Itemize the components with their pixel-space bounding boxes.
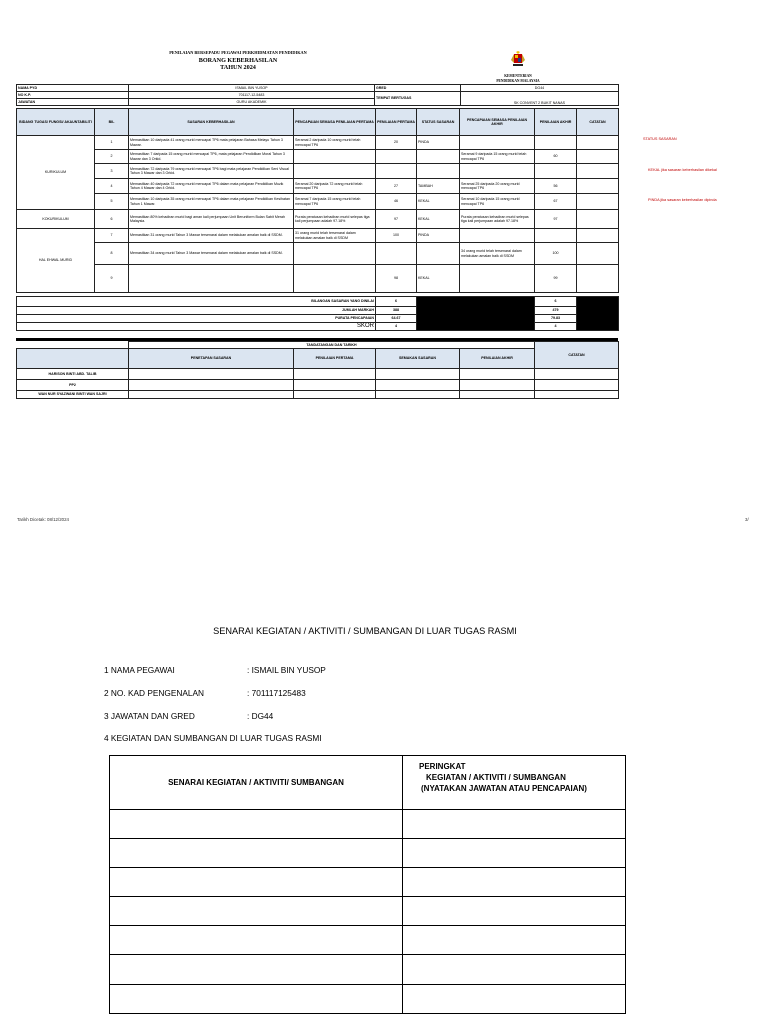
row-catatan [577, 150, 619, 164]
row-sasaran: Memastikan 10 daripada 41 orang murid mencapai TP6 mata pelajaran Bahasa Melayu Tahun 3 Mawar. [129, 136, 294, 150]
activity-row [110, 810, 626, 839]
area-kurikulum: KURIKULUM [17, 136, 95, 210]
row-penilaian-pertama [376, 150, 417, 164]
row-catatan [577, 194, 619, 210]
row-penilaian-pertama: 20 [376, 136, 417, 150]
row-pencapaian-akhir [460, 229, 535, 243]
activity-cell[interactable] [110, 926, 403, 955]
col-catatan: CATATAN [577, 109, 619, 136]
page-number: 3/ [745, 517, 749, 522]
row-penilaian-akhir: 99 [535, 265, 577, 293]
coat-of-arms-icon [507, 51, 529, 69]
row-status: PINDA [417, 229, 460, 243]
col-status: STATUS SASARAN [417, 109, 460, 136]
row-bil: 6 [95, 210, 129, 229]
row-penilaian-akhir [535, 229, 577, 243]
row-bil: 1 [95, 136, 129, 150]
activity-col-senarai: SENARAI KEGIATAN / AKTIVITI/ SUMBANGAN [110, 756, 403, 810]
row-status: TAMBAH [417, 179, 460, 194]
jawatan-value: GURU AKADEMIK [129, 99, 375, 106]
row-sasaran: Memastikan 72 daripada 79 orang murid mencapai TP6 bagi mata pelajaran Pendidikan Seni Visual Tahun 3 Mawar dan 3 Orkid. [129, 164, 294, 179]
row-pencapaian-pertama [294, 265, 376, 293]
row-penilaian-akhir: 56 [535, 179, 577, 194]
peringkat-cell[interactable] [403, 839, 626, 868]
row-bil: 2 [95, 150, 129, 164]
purata-akhir: 79.83 [535, 315, 577, 323]
activity-cell[interactable] [110, 897, 403, 926]
activity-row [110, 839, 626, 868]
peringkat-line2: KEGIATAN / AKTIVITI / SUMBANGAN [426, 773, 566, 782]
row-sasaran: Memastikan 10 daripada 35 orang murid mencapai TP6 dalam mata pelajaran Pendidikan Kesihatan Tahun 1 Mawar. [129, 194, 294, 210]
col-sasaran: SASARAN KEBERHASILAN [129, 109, 294, 136]
field-label: 2 NO. KAD PENGENALAN [104, 688, 205, 698]
row-pencapaian-akhir [460, 265, 535, 293]
row-status: KEKAL [417, 194, 460, 210]
row-pencapaian-pertama [294, 164, 376, 179]
sig-col-penilaian-akhir: PENILAIAN AKHIR [460, 349, 535, 369]
activity-row [110, 955, 626, 984]
row-penilaian-akhir: 60 [535, 150, 577, 164]
row-pencapaian-pertama: Seramai 7 daripada 15 orang murid telah mencapai TP6 [294, 194, 376, 210]
sig-col-semakan: SEMAKAN SASARAN [376, 349, 460, 369]
signatory-name: HARISON BINTI ABD. TALIB [17, 369, 129, 380]
row-bil: 7 [95, 229, 129, 243]
signature-row [17, 391, 619, 399]
field-value: : 701117125483 [247, 688, 306, 698]
row-status: PINDA [417, 136, 460, 150]
row-catatan [577, 164, 619, 179]
row-catatan [577, 243, 619, 265]
activity-cell[interactable] [110, 810, 403, 839]
row-pencapaian-pertama [294, 150, 376, 164]
row-sasaran: Memastikan 40 daripada 72 orang murid mencapai TP6 dalam mata pelajaran Pendidikan Muzik Tahun 4 Mawar dan 4 Orkid. [129, 179, 294, 194]
nokp-value: 701117-12-5483 [129, 92, 375, 99]
purata-pertama: 64.67 [376, 315, 417, 323]
form-header-line1: PENILAIAN BERSEPADU PEGAWAI PERKHIDMATAN PENDIDIKAN [169, 50, 307, 55]
gred-label: GRED [375, 85, 461, 92]
table-row [17, 150, 619, 164]
skor-label: SKOR [17, 323, 376, 331]
row-pencapaian-pertama: Seramai 2 daripada 10 orang murid telah mencapai TP6 [294, 136, 376, 150]
row-catatan [577, 210, 619, 229]
bilangan-label: BILANGAN SASARAN YANG DINILAI [17, 297, 376, 307]
activity-table [109, 755, 626, 1014]
table-row [17, 164, 619, 179]
row-bil: 4 [95, 179, 129, 194]
row-pencapaian-akhir: 34 orang murid telah tersenarai dalam melakukan amalan baik di SSDM [460, 243, 535, 265]
col-bidang: BIDANG TUGAS/ FUNGSI/ AKAUNTABILITI [17, 109, 95, 136]
logo-text-line1: KEMENTERIAN [504, 74, 532, 78]
row-pencapaian-akhir [460, 136, 535, 150]
row-pencapaian-pertama: 31 orang murid telah tersenarai dalam melakukan amalan baik di SSDM [294, 229, 376, 243]
kpm-logo [490, 51, 546, 83]
row-sasaran: Memastikan 80% kehadiran murid bagi aman kali perjumpaan Unit Beruniform Bulan Sabit Merah Malaysia. [129, 210, 294, 229]
row-penilaian-pertama: 27 [376, 179, 417, 194]
nokp-label: NO K.P. [17, 92, 129, 99]
summary-blackout [417, 297, 535, 331]
col-penilaian-pertama: PENILAIAN PERTAMA [376, 109, 417, 136]
peringkat-cell[interactable] [403, 810, 626, 839]
peringkat-cell[interactable] [403, 955, 626, 984]
peringkat-cell[interactable] [403, 984, 626, 1013]
row-status [417, 243, 460, 265]
row-penilaian-pertama: 100 [376, 229, 417, 243]
jawatan-label: JAWATAN [17, 99, 129, 106]
logo-text-line2: PENDIDIKAN MALAYSIA [496, 78, 540, 83]
field-value: : DG44 [247, 711, 274, 721]
row-sasaran: Memastikan 31 orang murid Tahun 3 Mawar tersenarai dalam melakukan amalan baik di SSDM. [129, 229, 294, 243]
row-sasaran: Memastikan 7 daripada 15 orang murid mencapai TP6, mata pelajaran Pendidikan Moral Tahun 3 Mawar dan 3 Orkid. [129, 150, 294, 164]
form-title: BORANG KEBERHASILAN [198, 57, 278, 64]
row-status: KEKAL [417, 265, 460, 293]
table-row [17, 243, 619, 265]
field-label: 4 KEGIATAN DAN SUMBANGAN DI LUAR TUGAS RASMI [104, 733, 322, 743]
row-catatan [577, 136, 619, 150]
row-bil: 3 [95, 164, 129, 179]
tempat-label: TEMPAT BERTUGAS [375, 92, 461, 106]
summary-row [17, 297, 619, 307]
table-row [17, 210, 619, 229]
area-kokurikulum: KOKURIKULUM [17, 210, 95, 229]
row-bil: 8 [95, 243, 129, 265]
field-value: : ISMAIL BIN YUSOP [247, 665, 326, 675]
peringkat-cell[interactable] [403, 868, 626, 897]
row-sasaran [129, 265, 294, 293]
col-penilaian-akhir: PENILAIAN AKHIR [535, 109, 577, 136]
table-row [17, 194, 619, 210]
row-pencapaian-pertama: Purata peratusan kehadiran murid selepas tiga kali perjumpaan adalah 97.18% [294, 210, 376, 229]
gred-value: DG44 [461, 85, 619, 92]
row-catatan [577, 229, 619, 243]
table-row [17, 179, 619, 194]
row-status [417, 164, 460, 179]
col-bil: BIL [95, 109, 129, 136]
area-hal-ehwal-murid: HAL EHWAL MURID [17, 229, 95, 293]
peringkat-line3: (NYATAKAN JAWATAN ATAU PENCAPAIAN) [421, 784, 587, 793]
peringkat-cell[interactable] [403, 897, 626, 926]
signature-table [16, 341, 619, 399]
pyd-info-table [16, 84, 619, 106]
sig-col-penetapan: PENETAPAN SASARAN [129, 349, 294, 369]
row-pencapaian-akhir [460, 164, 535, 179]
nama-label: NAMA PYD [17, 85, 129, 92]
row-catatan [577, 179, 619, 194]
row-penilaian-pertama: 97 [376, 210, 417, 229]
row-penilaian-akhir [535, 164, 577, 179]
print-date: Tarikh Dicetak: 08/12/2024 [17, 517, 69, 522]
signatory-name: PP2 [17, 380, 129, 391]
row-penilaian-pertama [376, 164, 417, 179]
row-sasaran: Memastikan 34 orang murid Tahun 3 Mawar tersenarai dalam melakukan amalan baik di SSDM. [129, 243, 294, 265]
jumlah-pertama: 388 [376, 307, 417, 315]
signatory-name: WAN NUR SYAZWANI BINTI WAN SAJRI [17, 391, 129, 399]
sig-col-catatan: CATATAN [535, 342, 619, 369]
skor-pertama: 4 [376, 323, 417, 331]
activity-cell[interactable] [110, 839, 403, 868]
row-pencapaian-pertama: Seramai 20 daripada 72 orang murid telah mencapai TP6 [294, 179, 376, 194]
page2-title: SENARAI KEGIATAN / AKTIVITI / SUMBANGAN DI LUAR TUGAS RASMI [213, 626, 517, 636]
skor-akhir: 4 [535, 323, 577, 331]
purata-label: PURATA PENCAPAIAN [17, 315, 376, 323]
row-penilaian-pertama: 46 [376, 194, 417, 210]
activity-cell[interactable] [110, 955, 403, 984]
activity-row [110, 868, 626, 897]
row-pencapaian-akhir: Seramai 25 daripada 20 orang murid mencapai TP6 [460, 179, 535, 194]
jumlah-label: JUMLAH MARKAH [17, 307, 376, 315]
peringkat-cell[interactable] [403, 926, 626, 955]
tempat-value: SK CONVENT 2 BUKIT NANAS [461, 92, 619, 106]
table-row [17, 229, 619, 243]
row-status [417, 150, 460, 164]
row-pencapaian-akhir: Seramai 10 daripada 15 orang murid mencapai TP6 [460, 194, 535, 210]
sig-col-penilaian-pertama: PENILAIAN PERTAMA [294, 349, 376, 369]
bilangan-akhir: 6 [535, 297, 577, 307]
row-bil: 5 [95, 194, 129, 210]
field-label: 1 NAMA PEGAWAI [104, 665, 175, 675]
row-penilaian-akhir: 100 [535, 243, 577, 265]
col-pencapaian-pertama: PENCAPAIAN SEMASA PENILAIAN PERTAMA [294, 109, 376, 136]
signature-row [17, 369, 619, 380]
table-row [17, 265, 619, 293]
note-kekal: KEKAL jika sasaran keberhasilan dikekal [648, 168, 717, 172]
row-penilaian-akhir: 97 [535, 210, 577, 229]
row-pencapaian-pertama [294, 243, 376, 265]
row-status: KEKAL [417, 210, 460, 229]
activity-row [110, 984, 626, 1013]
row-penilaian-akhir [535, 136, 577, 150]
activity-cell[interactable] [110, 868, 403, 897]
row-penilaian-pertama [376, 243, 417, 265]
row-bil: 9 [95, 265, 129, 293]
row-penilaian-akhir: 67 [535, 194, 577, 210]
jumlah-akhir: 479 [535, 307, 577, 315]
nama-value: ISMAIL BIN YUSOP [129, 85, 375, 92]
peringkat-line1: PERINGKAT [419, 762, 466, 771]
activity-cell[interactable] [110, 984, 403, 1013]
row-pencapaian-akhir: Seramai 9 daripada 15 orang murid telah mencapai TP6 [460, 150, 535, 164]
bilangan-pertama: 6 [376, 297, 417, 307]
summary-blackout-right [577, 297, 619, 331]
field-label: 3 JAWATAN DAN GRED [104, 711, 195, 721]
table-row [17, 136, 619, 150]
row-catatan [577, 265, 619, 293]
activity-row [110, 897, 626, 926]
row-penilaian-pertama: 98 [376, 265, 417, 293]
row-pencapaian-akhir: Purata peratusan kehadiran murid selepas tiga kali perjumpaan adalah 97.18% [460, 210, 535, 229]
col-pencapaian-akhir: PENCAPAIAN SEMASA PENILAIAN AKHIR [460, 109, 535, 136]
signature-row [17, 380, 619, 391]
note-pinda: PINDA jika sasaran keberhasilan dipinda [648, 198, 717, 202]
activity-row [110, 926, 626, 955]
activity-col-peringkat [403, 756, 626, 810]
keberhasilan-table [16, 108, 619, 331]
form-year: TAHUN 2024 [220, 64, 256, 71]
signature-title: TANDATANGAN DAN TARIKH [129, 342, 535, 349]
note-status-sasaran: STATUS SASARAN [643, 137, 677, 141]
